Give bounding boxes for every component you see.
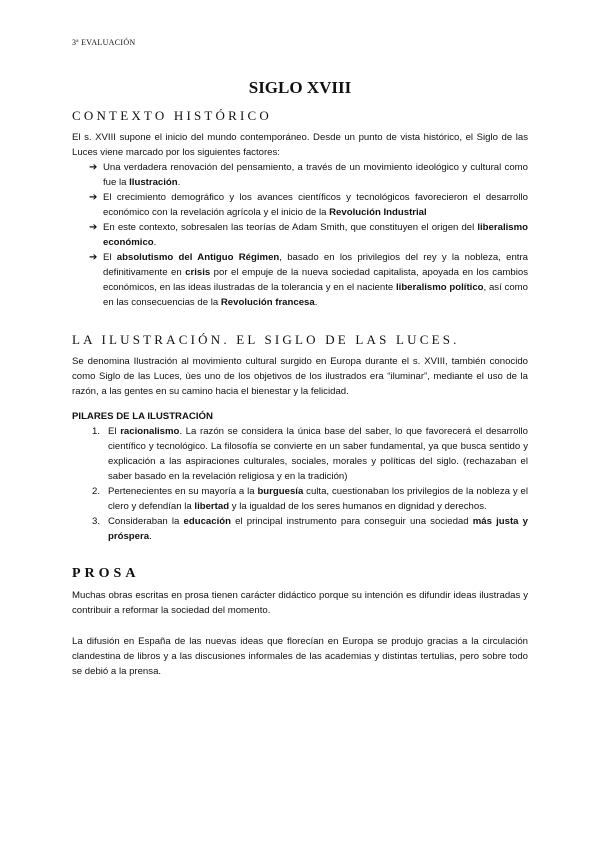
item-number: 1. [92, 426, 101, 437]
list-item [92, 514, 528, 544]
arrow-right-icon: ➔ [89, 222, 98, 233]
item-text: El crecimiento demográfico y los avances científicos y tecnológicos favorecieron el desarrollo económico con la revelación agrícola y el inicio de la [103, 192, 528, 218]
prosa-paragraph-2: La difusión en España de las nuevas ideas que florecían en Europa se produjo gracias a la circulación clandestina de libros y a las discusiones informales de las academias y distintas tertulias, pero sobre todo se debió a la prensa. [72, 636, 528, 677]
item-text: El [108, 426, 121, 437]
list-item [89, 220, 528, 250]
arrow-right-icon: ➔ [89, 162, 98, 173]
item-bold: crisis [185, 267, 211, 278]
item-text: Pertenecientes en su mayoría a la [108, 486, 258, 497]
section-heading-contexto: CONTEXTO HISTÓRICO [72, 108, 272, 123]
item-bold: liberalismo económico [103, 222, 528, 248]
contexto-intro: El s. XVIII supone el inicio del mundo contemporáneo. Desde un punto de vista histórico, el Siglo de las Luces viene marcado por los siguientes factores: [72, 132, 528, 158]
ilustracion-text: Se denomina Ilustración al movimiento cultural surgido en Europa durante el s. XVIII, también conocido como Siglo de las Luces, ùes uno de los objetivos de los ilustrados era “iluminar”, mediante el uso de la razón, a las gentes en su camino hacia el bienestar y la felicidad. [72, 356, 528, 397]
arrow-right-icon: ➔ [89, 252, 98, 263]
item-text: . [314, 297, 318, 308]
arrow-right-icon: ➔ [89, 192, 98, 203]
item-text: El [103, 252, 117, 263]
item-text: . [153, 237, 157, 248]
header-label: 3ª EVALUACIÓN [72, 38, 136, 47]
item-bold: Revolución francesa [220, 297, 315, 308]
list-item [92, 424, 529, 484]
item-bold: más justa y próspera [108, 516, 528, 542]
item-text: , así como en las consecuencias de la [103, 282, 528, 308]
item-text: , basado en los privilegios del rey y la nobleza, entra definitivamente en [103, 252, 528, 278]
pilares-heading: PILARES DE LA ILUSTRACIÓN [72, 411, 213, 422]
list-item [89, 160, 528, 190]
page-title: SIGLO XVIII [248, 78, 352, 97]
item-text: el principal instrumento para conseguir una sociedad [230, 516, 473, 527]
section-heading-prosa: PROSA [72, 566, 140, 581]
item-bold: burguesía [257, 486, 304, 497]
item-bold: libertad [194, 501, 230, 512]
prosa-paragraph-1: Muchas obras escritas en prosa tienen carácter didáctico porque su intención es difundir ideas ilustradas y contribuir a reformar la sociedad del momento. [72, 590, 528, 616]
item-bold: educación [183, 516, 231, 527]
list-item [89, 250, 528, 310]
item-text: por el empuje de la nueva sociedad capitalista, apoyada en los cambios económicos, en las ideas ilustradas de la tolerancia y en el naciente [103, 267, 528, 293]
item-bold: Ilustración [129, 177, 178, 188]
item-text: . La razón se considera la única base del saber, lo que favorecerá el desarrollo científico y tecnológico. La filosofía se convierte en un saber fundamental, ya que busca sentido y explicación a las aspiraciones culturales, sociales, morales y políticas del siglo. (rechazaban el saber basado en la revelación religiosa y en la tradición) [108, 426, 529, 482]
item-bold: absolutismo del Antiguo Régimen [116, 252, 280, 263]
pilares-list [72, 424, 528, 544]
item-text: culta, cuestionaban los privilegios de la nobleza y el clero y defendían la [108, 486, 528, 512]
contexto-factors-list [72, 160, 528, 310]
list-item [89, 190, 528, 220]
item-text: y la igualdad de los seres humanos en dignidad y derechos. [229, 501, 487, 512]
list-item [92, 484, 528, 514]
item-bold: racionalismo [120, 426, 180, 437]
item-number: 2. [92, 486, 101, 497]
document-content [72, 108, 528, 679]
item-text: . [149, 531, 152, 542]
item-text: . [177, 177, 181, 188]
item-bold: liberalismo político [395, 282, 484, 293]
section-heading-ilustracion: LA ILUSTRACIÓN. EL SIGLO DE LAS LUCES. [72, 332, 460, 347]
item-text: En este contexto, sobresalen las teorías de Adam Smith, que constituyen el origen del [103, 222, 478, 233]
item-number: 3. [92, 516, 101, 527]
item-bold: Revolución Industrial [329, 207, 427, 218]
item-text: Consideraban la [108, 516, 184, 527]
item-text: Una verdadera renovación del pensamiento, a través de un movimiento ideológico y cultural como fue la [103, 162, 528, 188]
